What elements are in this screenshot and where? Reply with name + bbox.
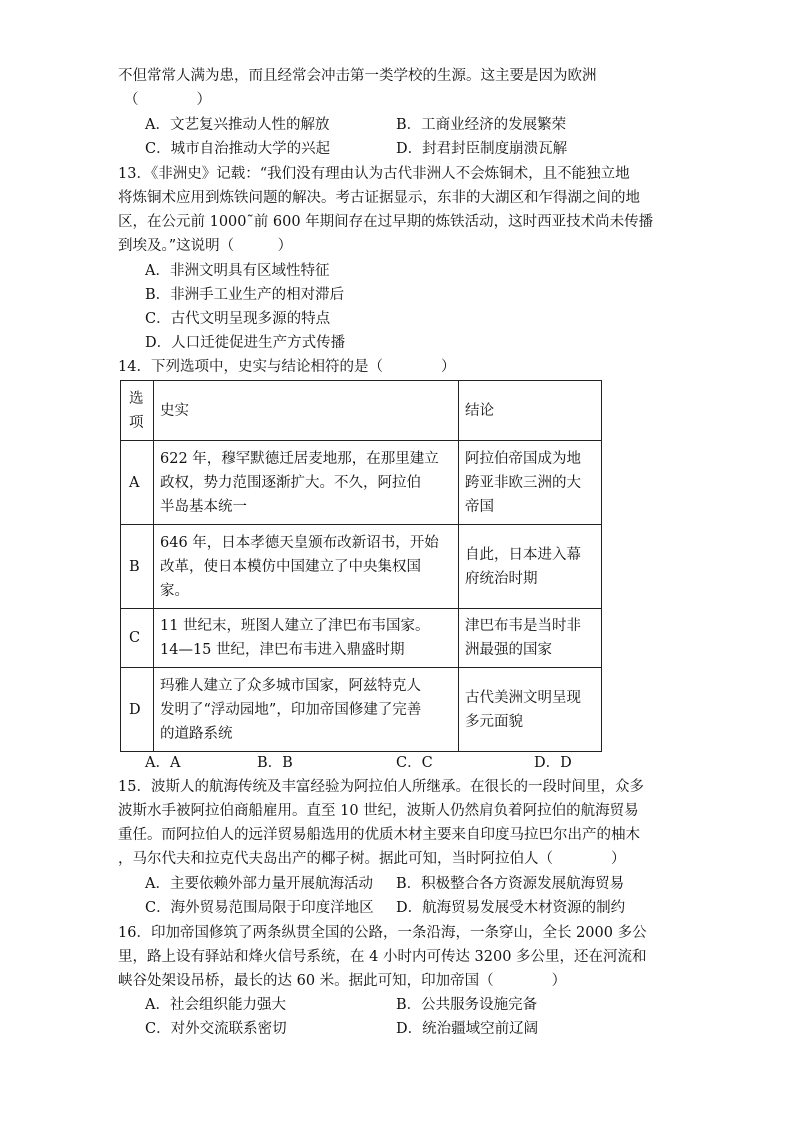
row-option-cell: B: [121, 525, 154, 609]
table-row: [121, 609, 602, 668]
q16-option-b: B．公共服务设施完备: [396, 997, 538, 1013]
q16-stem-line: 16．印加帝国修筑了两条纵贯全国的公路，一条沿海，一条穿山，全长 2000 多公: [118, 925, 647, 941]
row-option-cell: D: [121, 668, 154, 752]
row-fact-cell: 11 世纪末，班图人建立了津巴布韦国家。 14—15 世纪，津巴布韦进入鼎盛时期: [154, 609, 459, 668]
table-row: [121, 668, 602, 752]
q14-option-d: D．D: [534, 755, 572, 771]
q12-option-c: C．城市自治推动大学的兴起: [145, 141, 331, 157]
q15-stem-line: 15．波斯人的航海传统及丰富经验为阿拉伯人所继承。在很长的一段时间里，众多: [118, 779, 644, 795]
q15-option-c: C．海外贸易范围局限于印度洋地区: [145, 900, 374, 916]
row-fact-cell: 玛雅人建立了众多城市国家，阿兹特克人 发明了“浮动园地”，印加帝国修建了完善 的道路系统: [154, 668, 459, 752]
q16-stem-line: 里，路上设有驿站和烽火信号系统，在 4 小时内可传达 3200 多公里，还在河流和: [118, 949, 647, 965]
table-row: [121, 525, 602, 609]
q14-option-c: C．C: [396, 755, 433, 771]
q12-option-d: D．封君封臣制度崩溃瓦解: [396, 141, 568, 157]
row-option-cell: C: [121, 609, 154, 668]
q16-option-a: A．社会组织能力强大: [145, 997, 286, 1013]
q15-option-b: B．积极整合各方资源发展航海贸易: [396, 876, 625, 892]
q15-stem-line: 波斯水手被阿拉伯商船雇用。直至 10 世纪，波斯人仍然肩负着阿拉伯的航海贸易: [118, 803, 639, 819]
q13-stem-line: 13．《非洲史》记载：“我们没有理由认为古代非洲人不会炼铜术，且不能独立地: [118, 166, 630, 182]
row-conclusion-cell: 津巴布韦是当时非 洲最强的国家: [459, 609, 602, 668]
header-conclusion-cell: 结论: [459, 381, 602, 441]
row-fact-cell: 646 年，日本孝德天皇颁布改新诏书，开始 改革，使日本模仿中国建立了中央集权国 家。: [154, 525, 459, 609]
q13-stem-line: 将炼铜术应用到炼铁问题的解决。考古证据显示，东非的大湖区和乍得湖之间的地: [118, 190, 640, 206]
row-conclusion-cell: 自此，日本进入幕 府统治时期: [459, 525, 602, 609]
q15-stem-line: 重任。而阿拉伯人的远洋贸易船选用的优质木材主要来自印度马拉巴尔出产的柚木: [118, 827, 640, 843]
q13-stem-line: 到埃及。”这说明（ ）: [118, 238, 293, 254]
q15-option-d: D．航海贸易发展受木材资源的制约: [396, 900, 626, 916]
row-conclusion-cell: 古代美洲文明呈现 多元面貌: [459, 668, 602, 752]
q12-option-a: A．文艺复兴推动人性的解放: [145, 117, 330, 133]
q16-stem-line: 峡谷处架设吊桥，最长的达 60 米。据此可知，印加帝国（ ）: [118, 973, 567, 989]
q13-option-b: B．非洲手工业生产的相对滞后: [145, 287, 345, 303]
q15-stem-line: ，马尔代夫和拉克代夫岛出产的椰子树。据此可知，当时阿拉伯人（ ）: [118, 851, 626, 867]
q13-stem-line: 区，在公元前 1000˜前 600 年期间存在过早期的炼铁活动，这时西亚技术尚未传播: [118, 214, 654, 230]
q16-option-d: D．统治疆域空前辽阔: [396, 1021, 539, 1037]
q14-option-a: A．A: [145, 755, 181, 771]
q15-option-a: A．主要依赖外部力量开展航海活动: [145, 876, 373, 892]
header-fact-cell: 史实: [154, 381, 459, 441]
row-fact-cell: 622 年，穆罕默德迁居麦地那，在那里建立 政权，势力范围逐渐扩大。不久，阿拉伯 半岛基本统一: [154, 441, 459, 525]
q13-option-a: A．非洲文明具有区域性特征: [145, 263, 330, 279]
q13-option-d: D．人口迁徙促进生产方式传播: [145, 335, 346, 351]
row-conclusion-cell: 阿拉伯帝国成为地 跨亚非欧三洲的大 帝国: [459, 441, 602, 525]
q14-option-b: B．B: [257, 755, 293, 771]
header-option-cell: 选 项: [121, 381, 154, 441]
q12-stem-line: 不但常常人满为患，而且经常会冲击第一类学校的生源。这主要是因为欧洲: [118, 68, 597, 84]
q13-option-c: C．古代文明呈现多源的特点: [145, 311, 331, 327]
table-row: [121, 441, 602, 525]
table-header-row: [121, 381, 602, 441]
row-option-cell: A: [121, 441, 154, 525]
q16-option-c: C．对外交流联系密切: [145, 1021, 287, 1037]
q14-stem: 14．下列选项中，史实与结论相符的是（ ）: [118, 359, 456, 375]
q12-answer-paren: （ ）: [124, 92, 211, 108]
q12-option-b: B．工商业经济的发展繁荣: [396, 117, 567, 133]
q14-table: [120, 380, 602, 752]
